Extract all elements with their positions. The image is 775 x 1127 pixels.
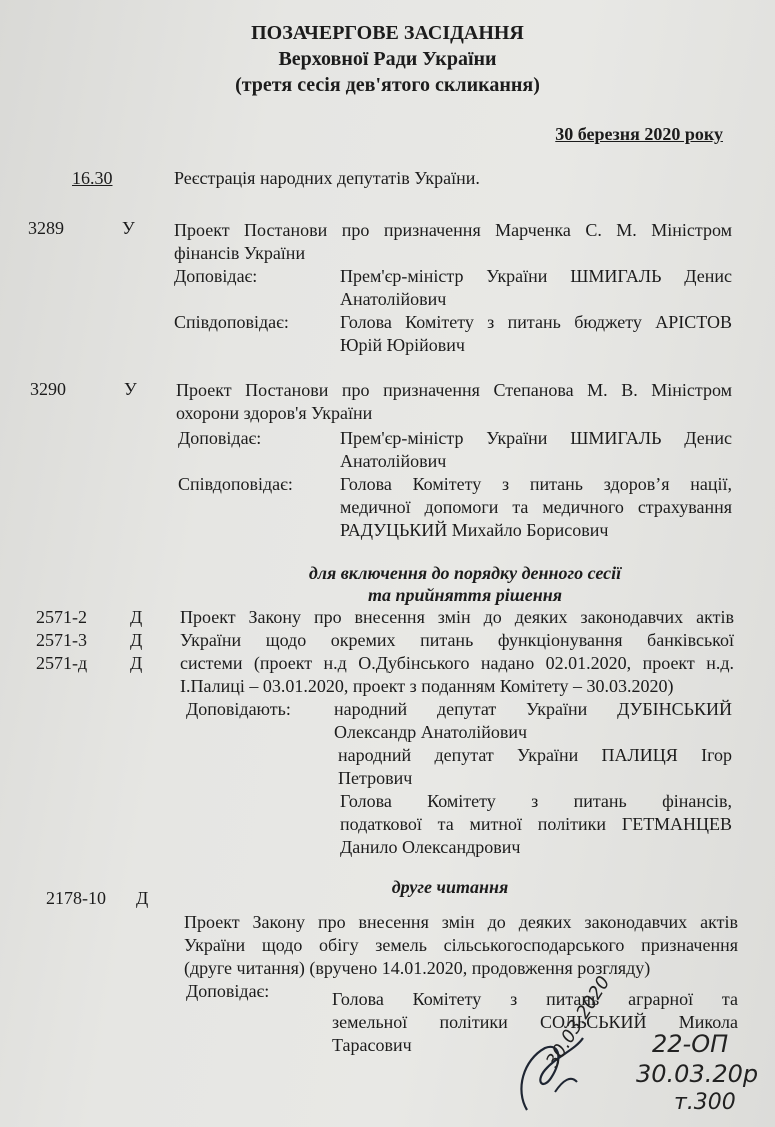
handwritten-code: 22-ОП <box>652 1030 729 1058</box>
section-heading: та прийняття рішення <box>367 585 563 605</box>
item-number: 2571-3 <box>36 630 87 650</box>
rapporteur: земельної політики СОЛЬСЬКИЙ Микола <box>332 1012 738 1032</box>
item-number: 2571-д <box>36 653 88 673</box>
item-number: 3289 <box>28 218 64 238</box>
item-title: системи (проект н.д О.Дубінського надано 02.01.2020, проект н.д. <box>180 653 734 673</box>
item-code: У <box>124 379 137 399</box>
item-title: охорони здоров'я України <box>176 403 373 423</box>
corapporteur: Голова Комітету з питань бюджету АРІСТОВ <box>340 312 732 332</box>
item-number: 2178-10 <box>46 888 106 908</box>
item-code: Д <box>136 888 149 908</box>
item-title: фінансів України <box>174 243 306 263</box>
registration-text: Реєстрація народних депутатів України. <box>174 168 480 188</box>
rapporteur: Анатолійович <box>340 451 447 471</box>
rapporteur: Тарасович <box>332 1035 412 1055</box>
rapporteur: Анатолійович <box>340 289 447 309</box>
rapporteur: Петрович <box>338 768 413 788</box>
item-title: Проект Закону про внесення змін до деяких законодавчих актів <box>184 912 738 932</box>
item-code: Д <box>130 630 143 650</box>
item-code: У <box>122 218 135 238</box>
corapporteur: РАДУЦЬКИЙ Михайло Борисович <box>340 520 609 540</box>
rapporteur: податкової та митної політики ГЕТМАНЦЕВ <box>340 814 732 834</box>
doc-title: ПОЗАЧЕРГОВЕ ЗАСІДАННЯ <box>251 22 524 44</box>
rapporteur: Олександр Анатолійович <box>334 722 528 742</box>
item-code: Д <box>130 653 143 673</box>
item-title: України щодо обігу земель сільськогосподарського призначення <box>184 935 738 955</box>
item-number: 3290 <box>30 379 66 399</box>
rapporteur: Прем'єр-міністр України ШМИГАЛЬ Денис <box>340 428 732 448</box>
rapporteur-label: Доповідає: <box>178 428 262 448</box>
item-code: Д <box>130 607 143 627</box>
corapporteur: медичної допомоги та медичного страхування <box>340 497 732 517</box>
corapporteur: Голова Комітету з питань здоров’я нації, <box>340 474 732 494</box>
rapporteur-label: Доповідає: <box>186 981 270 1001</box>
registration-time: 16.30 <box>72 168 113 188</box>
section-heading: друге читання <box>391 877 509 897</box>
rapporteur-label: Доповідає: <box>174 266 258 286</box>
item-title: І.Палиці – 03.01.2020, проект з поданням Комітету – 30.03.2020) <box>180 676 674 696</box>
item-number: 2571-2 <box>36 607 87 627</box>
rapporteur: Голова Комітету з питань аграрної та <box>332 989 738 1009</box>
doc-subtitle: Верховної Ради України <box>278 48 497 70</box>
corapporteur-label: Співдоповідає: <box>178 474 293 494</box>
rapporteur: Голова Комітету з питань фінансів, <box>340 791 732 811</box>
corapporteur: Юрій Юрійович <box>340 335 465 355</box>
rapporteur-label: Доповідають: <box>186 699 291 719</box>
item-title: Проект Постанови про призначення Степанова М. В. Міністром <box>176 380 732 400</box>
rapporteur: народний депутат України ДУБІНСЬКИЙ <box>334 699 732 719</box>
meeting-date: 30 березня 2020 року <box>555 124 723 144</box>
rapporteur: Данило Олександрович <box>340 837 521 857</box>
rapporteur: Прем'єр-міністр України ШМИГАЛЬ Денис <box>340 266 732 286</box>
rapporteur: народний депутат України ПАЛИЦЯ Ігор <box>338 745 732 765</box>
handwritten-date: 30.03.20р <box>636 1060 759 1088</box>
doc-session: (третя сесія дев'ятого скликання) <box>235 74 540 96</box>
handwritten-date: 30.03.2020 <box>542 972 615 1072</box>
handwritten-time: т.300 <box>674 1090 736 1115</box>
corapporteur-label: Співдоповідає: <box>174 312 289 332</box>
item-title: України щодо окремих питань функціонування банківської <box>180 630 734 650</box>
item-title: Проект Закону про внесення змін до деяких законодавчих актів <box>180 607 734 627</box>
item-title: (друге читання) (вручено 14.01.2020, продовження розгляду) <box>184 958 651 978</box>
section-heading: для включення до порядку денного сесії <box>308 563 622 583</box>
item-title: Проект Постанови про призначення Марченка С. М. Міністром <box>174 220 732 240</box>
